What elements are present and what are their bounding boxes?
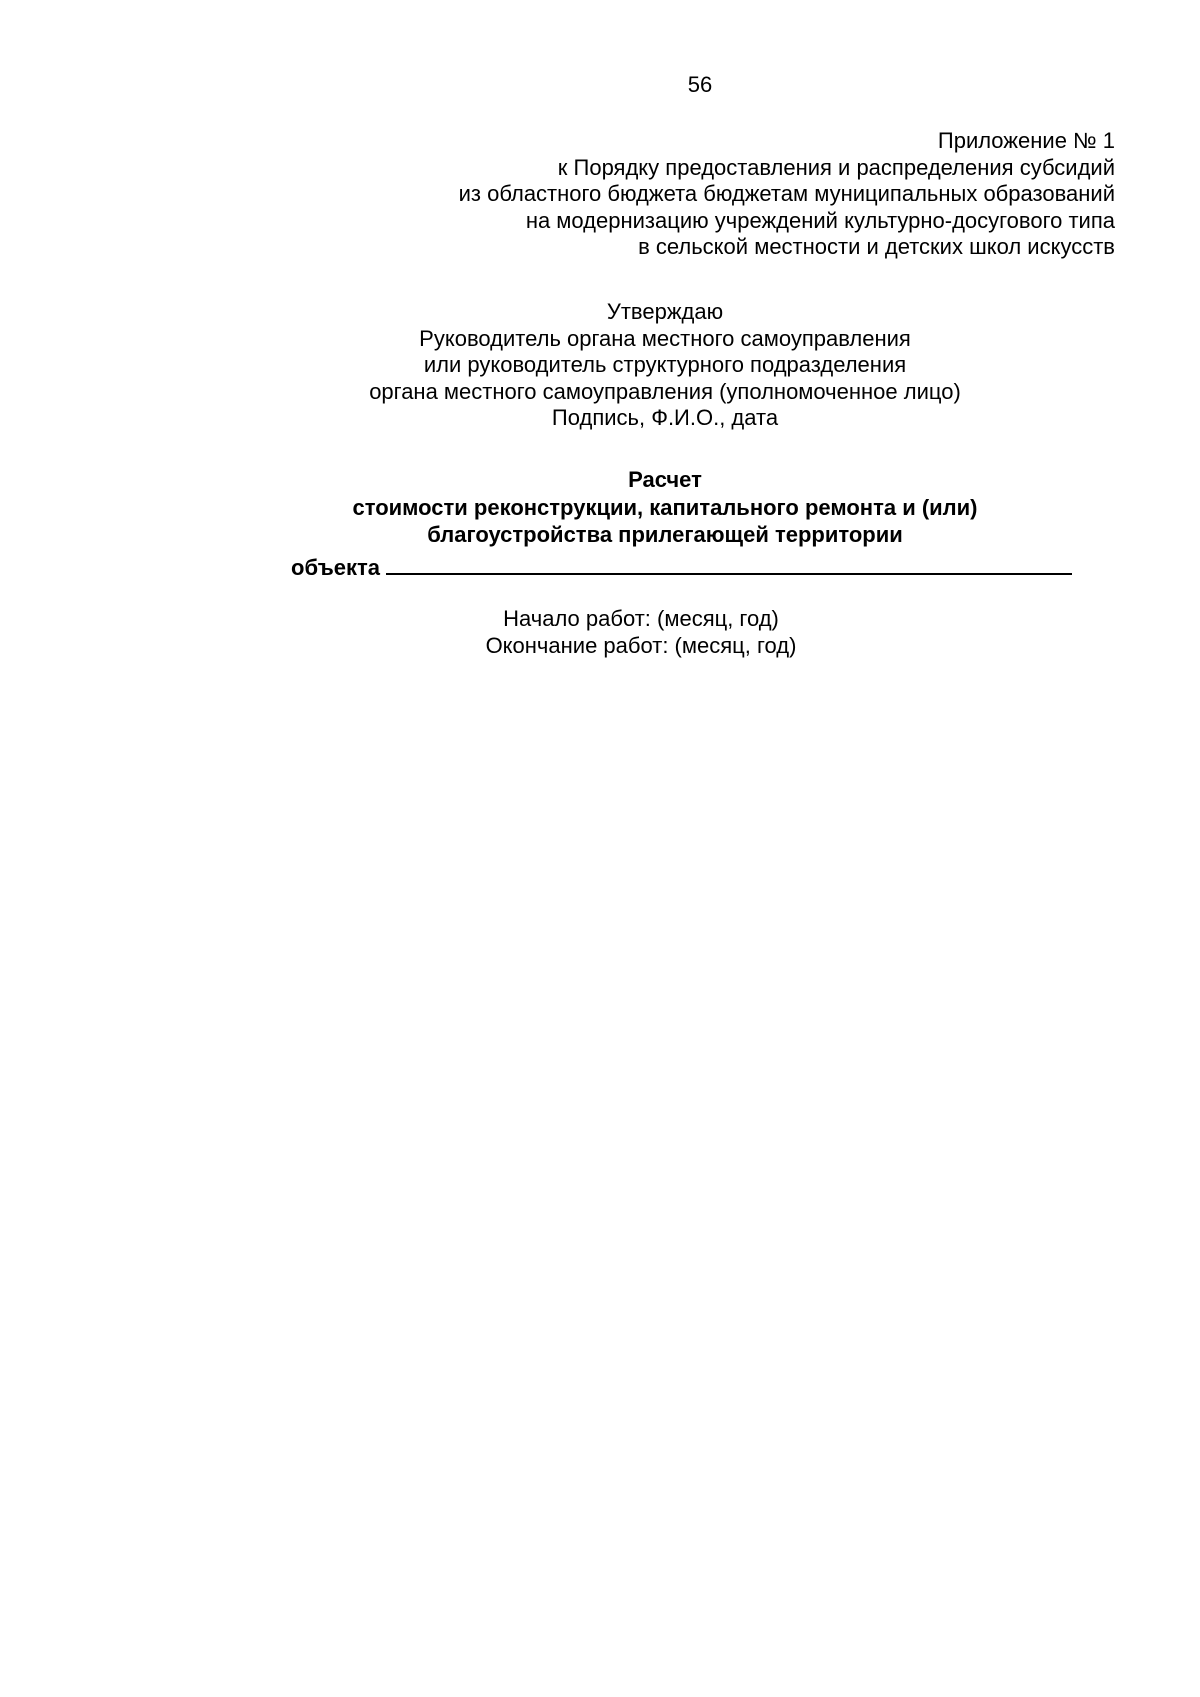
appendix-line: из областного бюджета бюджетам муниципальных образований [458,181,1115,206]
approval-line: органа местного самоуправления (уполномоченное лицо) [369,378,961,404]
object-blank-line [386,553,1072,575]
calculation-title-line: стоимости реконструкции, капитального ремонта и (или) [352,494,978,520]
calculation-title-line: благоустройства прилегающей территории [427,522,903,547]
approval-line: Утверждаю [606,299,724,324]
appendix-line: Приложение № 1 [937,128,1115,153]
work-dates [341,605,941,659]
appendix-header [315,128,1115,261]
approval-block [265,299,1065,432]
appendix-line: в сельской местности и детских школ искусств [638,234,1115,259]
object-field [291,553,1091,581]
approval-line: Подпись, Ф.И.О., дата [551,405,779,430]
page-number: 56 [687,72,713,97]
approval-line: Руководитель органа местного самоуправления [419,325,911,351]
object-label: объекта [291,555,381,580]
approval-line: или руководитель структурного подразделения [423,352,907,377]
calculation-title [265,466,1065,549]
appendix-line: на модернизацию учреждений культурно-досугового типа [525,207,1115,233]
end-date-line: Окончание работ: (месяц, год) [485,633,797,658]
appendix-line: к Порядку предоставления и распределения субсидий [557,154,1115,180]
calculation-title-line: Расчет [628,467,702,492]
start-date-line: Начало работ: (месяц, год) [503,606,779,631]
